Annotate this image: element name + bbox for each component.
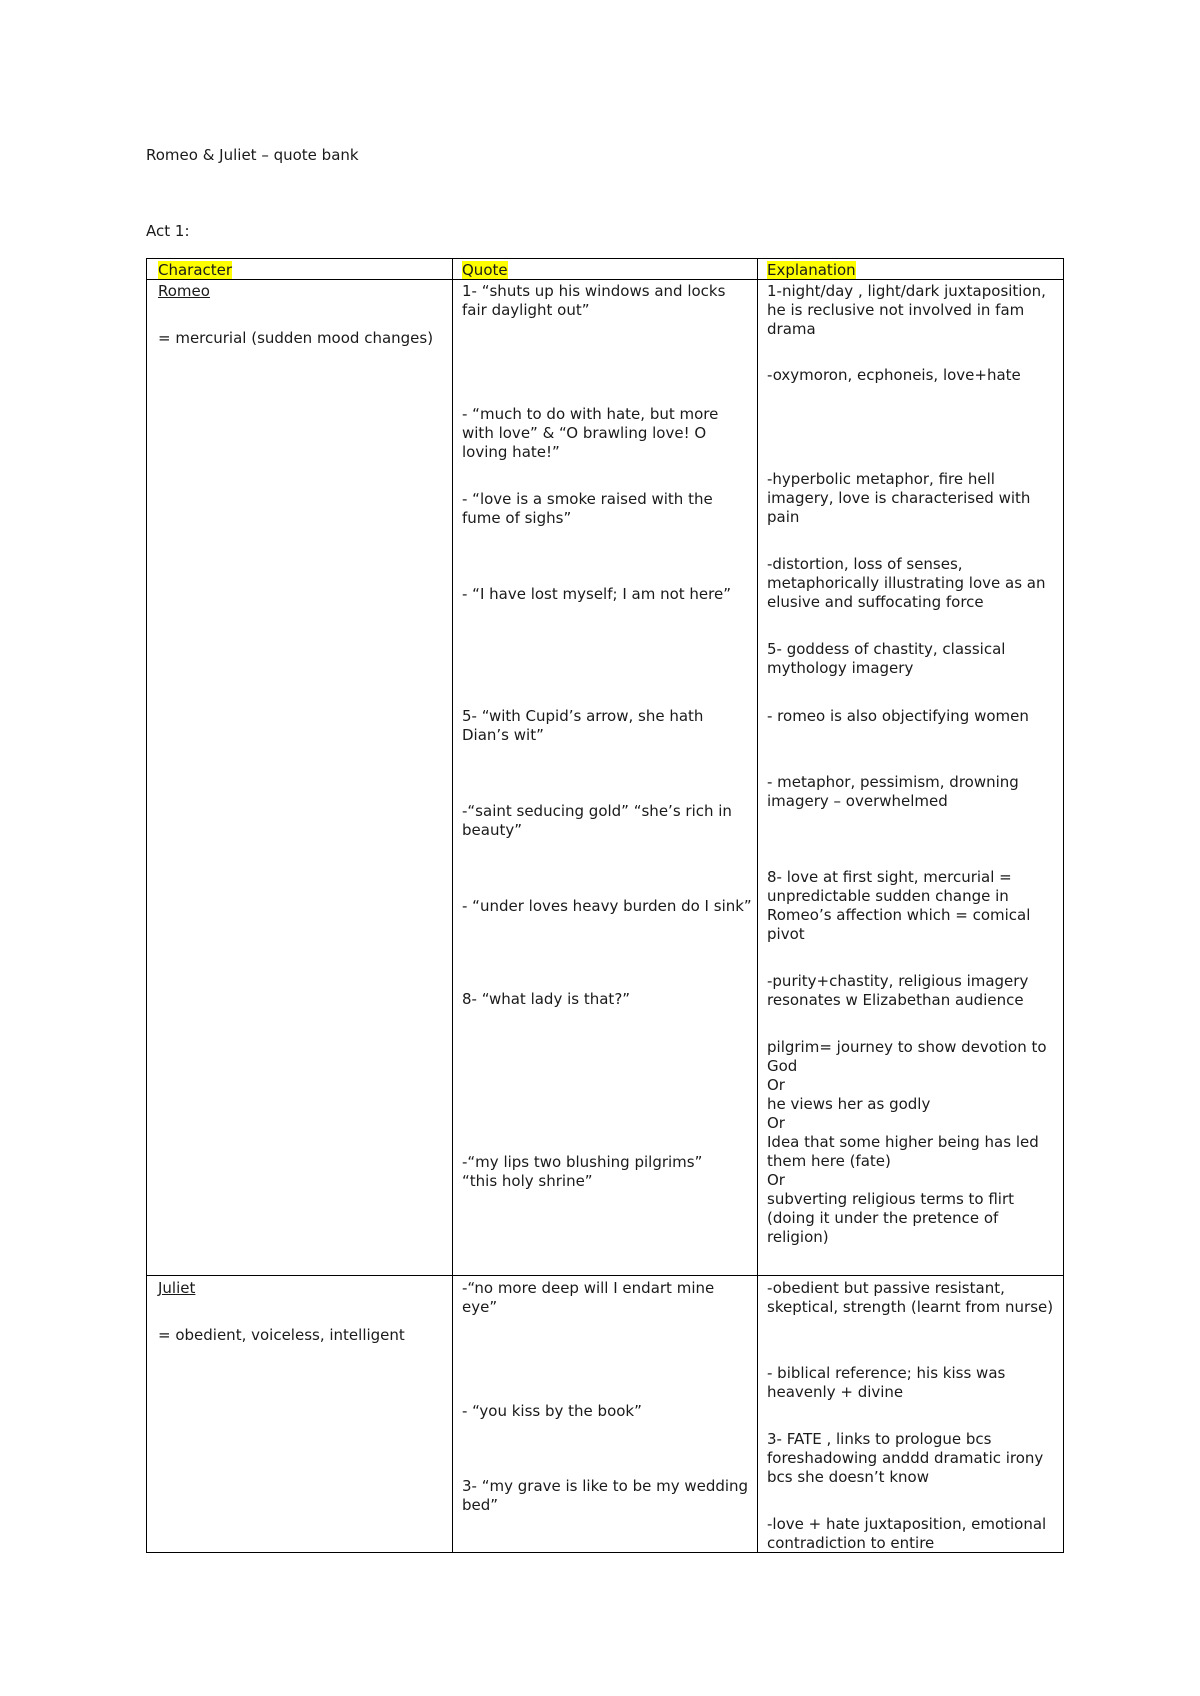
- character-name-romeo: [158, 282, 448, 301]
- quote-item: -“saint seducing gold” “she’s rich in beauty”: [462, 802, 732, 839]
- character-description-romeo: = mercurial (sudden mood changes): [158, 329, 434, 347]
- quote-item: - “I have lost myself; I am not here”: [462, 585, 731, 603]
- header-character-label: Character: [158, 261, 233, 279]
- quote-item: 1- “shuts up his windows and locks fair daylight out”: [462, 282, 726, 319]
- explanation-item: -purity+chastity, religious imagery resonates w Elizabethan audience: [767, 972, 1029, 1009]
- explanation-item: 1-night/day , light/dark juxtaposition, he is reclusive not involved in fam drama: [767, 282, 1046, 338]
- explanation-item: 8- love at first sight, mercurial = unpredictable sudden change in Romeo’s affection which = comical pivot: [767, 868, 1031, 943]
- quote-item: - “much to do with hate, but more with love” & “O brawling love! O loving hate!”: [462, 405, 719, 461]
- header-explanation-label: Explanation: [767, 261, 856, 279]
- explanation-item: 5- goddess of chastity, classical mythology imagery: [767, 640, 1006, 677]
- explanation-item: - metaphor, pessimism, drowning imagery – overwhelmed: [767, 773, 1019, 810]
- explanation-item: - biblical reference; his kiss was heavenly + divine: [767, 1364, 1006, 1401]
- document-title: Romeo & Juliet – quote bank: [146, 146, 359, 164]
- quote-table: [146, 258, 1064, 1553]
- column-divider: [757, 259, 758, 1552]
- header-explanation: [767, 261, 1059, 280]
- header-quote: [462, 261, 752, 280]
- quote-item: - “love is a smoke raised with the fume of sighs”: [462, 490, 713, 527]
- explanation-item: - romeo is also objectifying women: [767, 707, 1029, 725]
- explanation-item: pilgrim= journey to show devotion to God Or he views her as godly Or Idea that some higher being has led them here (fate) Or subverting religious terms to flirt (doing it under the pretence of religion): [767, 1038, 1047, 1246]
- quote-item: 8- “what lady is that?”: [462, 990, 631, 1008]
- explanation-item: 3- FATE , links to prologue bcs foreshadowing anddd dramatic irony bcs she doesn’t know: [767, 1430, 1044, 1486]
- column-divider: [452, 259, 453, 1552]
- quote-item: -“no more deep will I endart mine eye”: [462, 1279, 715, 1316]
- quote-item: - “you kiss by the book”: [462, 1402, 642, 1420]
- quote-item: -“my lips two blushing pilgrims” “this holy shrine”: [462, 1153, 703, 1190]
- explanation-item: -hyperbolic metaphor, fire hell imagery, love is characterised with pain: [767, 470, 1031, 526]
- explanation-item: -distortion, loss of senses, metaphorically illustrating love as an elusive and suffocating force: [767, 555, 1046, 611]
- quote-item: 3- “my grave is like to be my wedding bed”: [462, 1477, 749, 1514]
- act-label: Act 1:: [146, 222, 190, 240]
- quote-item: 5- “with Cupid’s arrow, she hath Dian’s wit”: [462, 707, 704, 744]
- explanation-item: -love + hate juxtaposition, emotional contradiction to entire: [767, 1515, 1047, 1552]
- header-quote-label: Quote: [462, 261, 508, 279]
- character-name-juliet: [158, 1279, 448, 1298]
- quote-item: - “under loves heavy burden do I sink”: [462, 897, 752, 915]
- explanation-item: -oxymoron, ecphoneis, love+hate: [767, 366, 1021, 384]
- explanation-item: -obedient but passive resistant, skeptical, strength (learnt from nurse): [767, 1279, 1054, 1316]
- header-character: [158, 261, 448, 280]
- character-name-label: Juliet: [158, 1279, 196, 1297]
- character-description-juliet: = obedient, voiceless, intelligent: [158, 1326, 405, 1344]
- character-name-label: Romeo: [158, 282, 210, 300]
- row-divider: [147, 1275, 1063, 1276]
